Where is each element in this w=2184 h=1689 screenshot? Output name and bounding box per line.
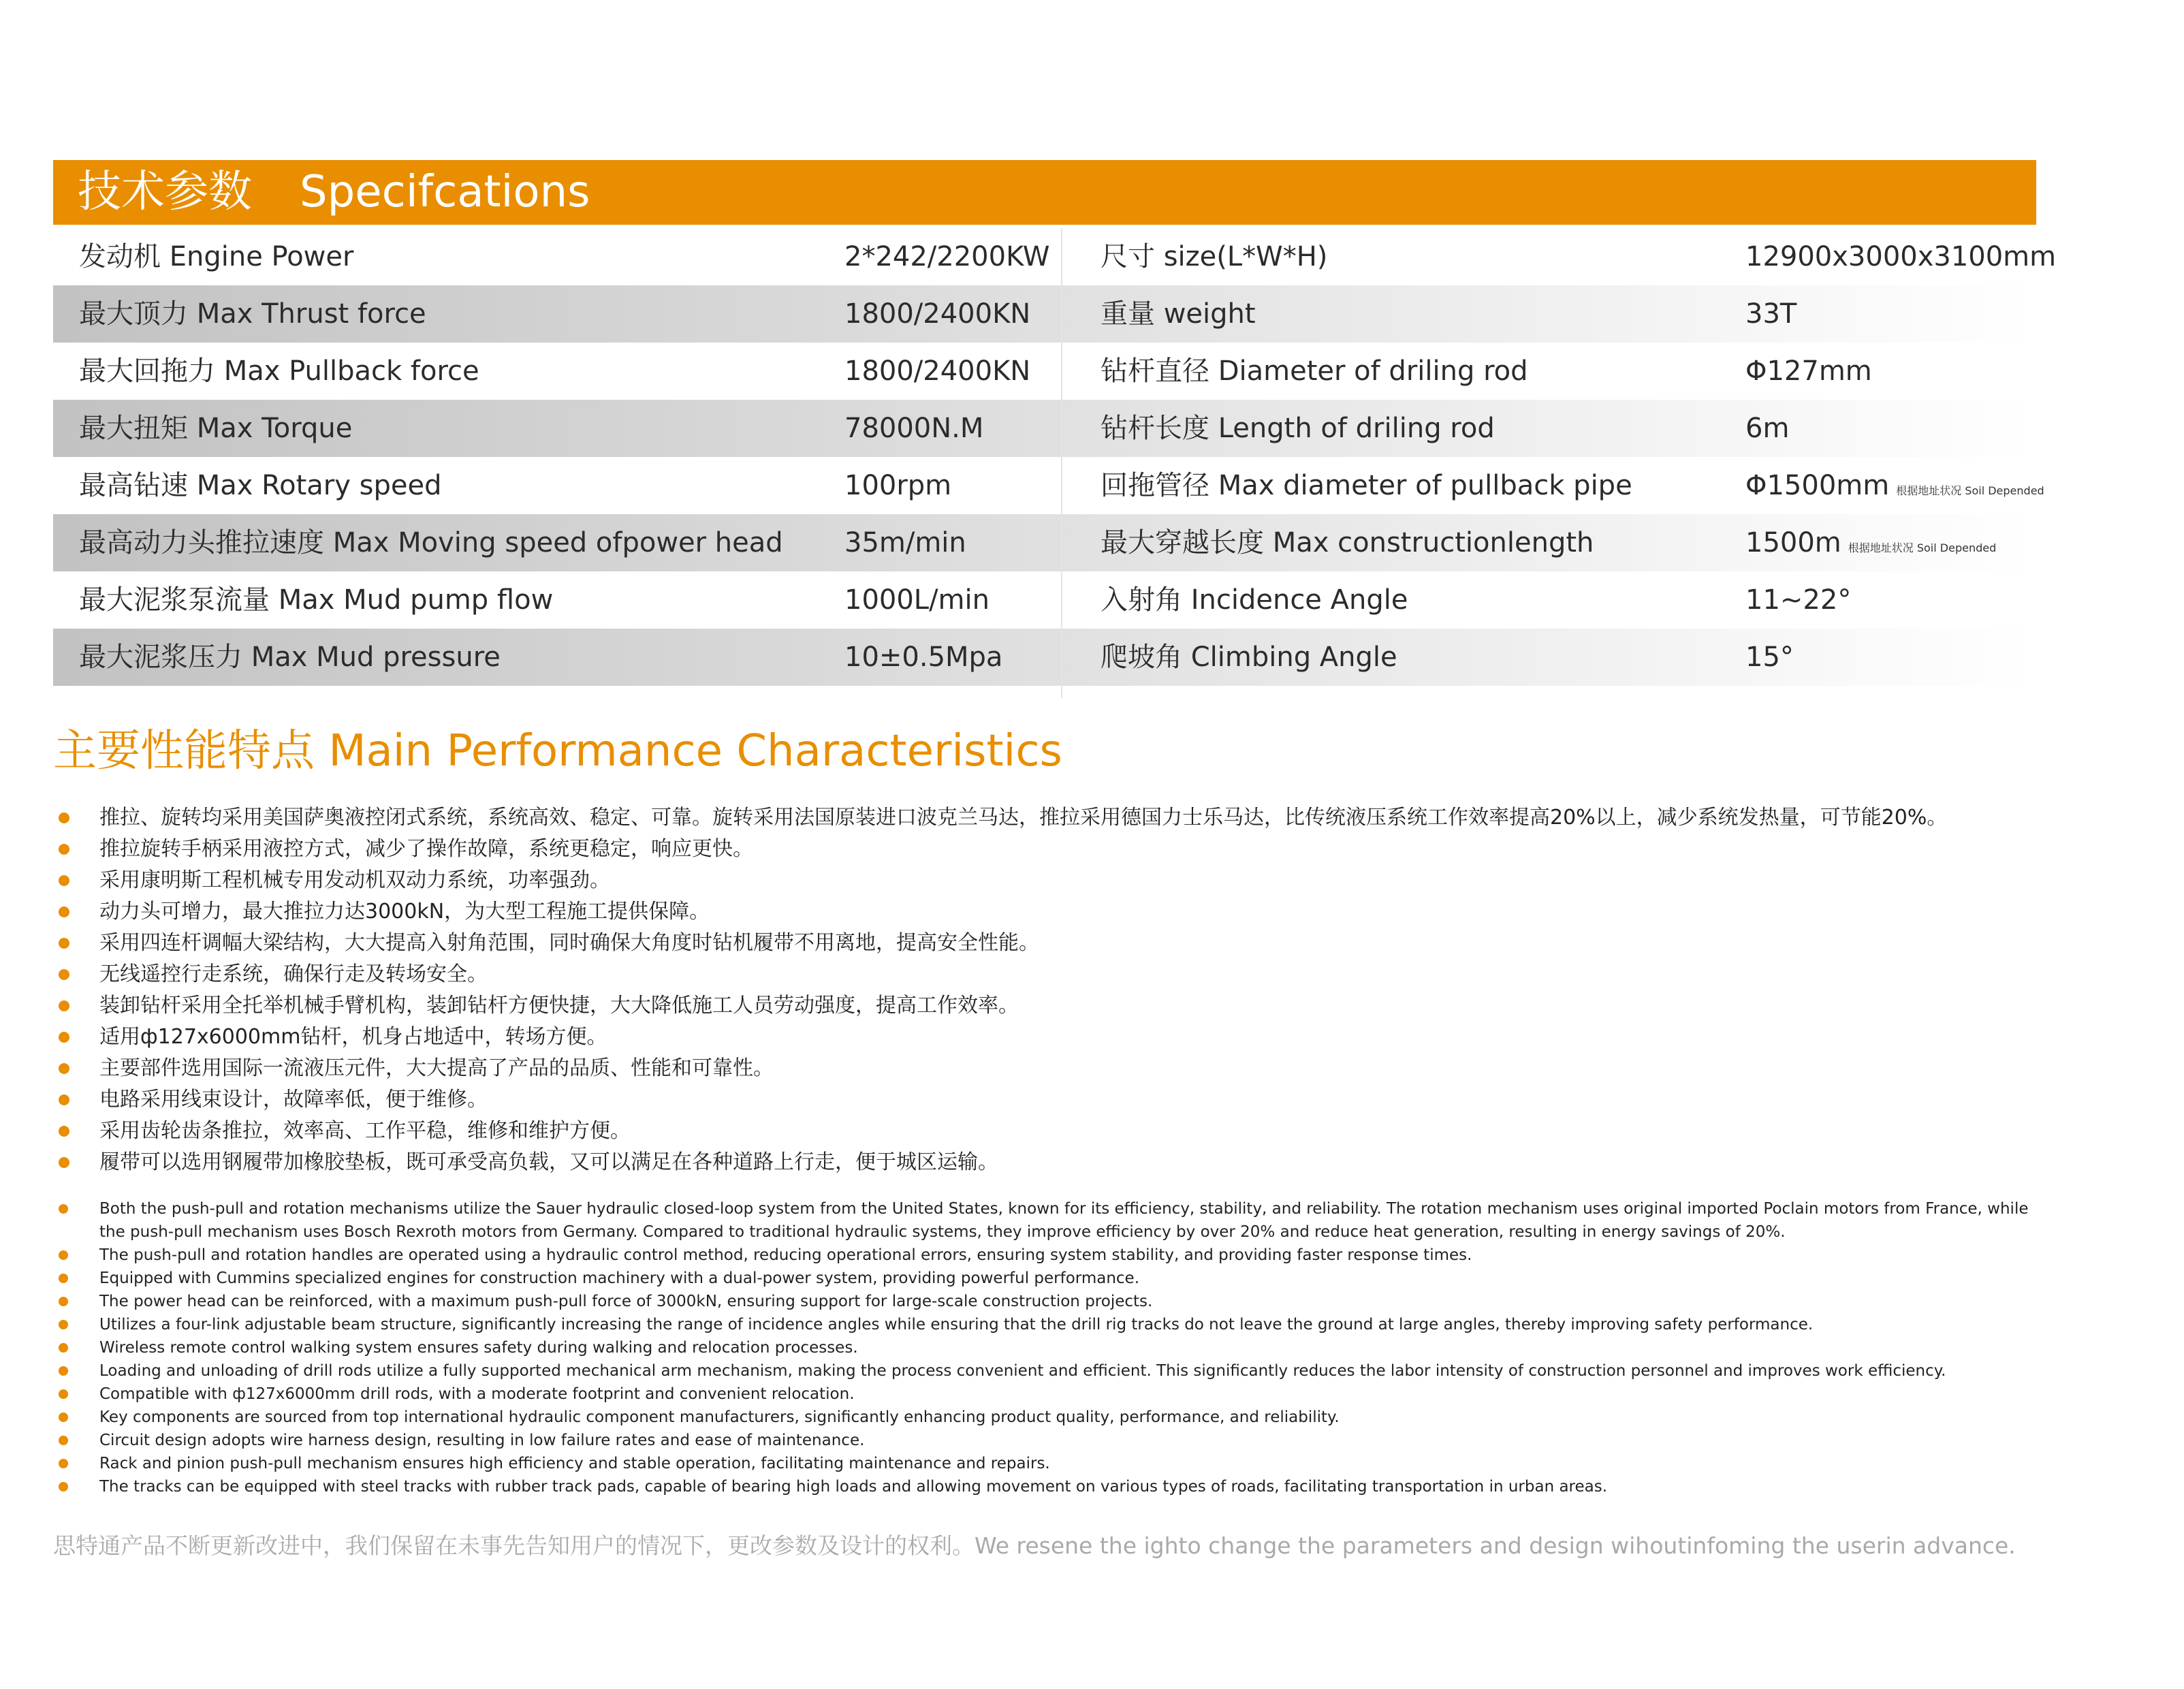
spec-value (844, 571, 990, 629)
bullet-icon (59, 1343, 68, 1353)
list-item (54, 1452, 2043, 1475)
cn-feature-list (54, 802, 2043, 1178)
spec-table (53, 228, 2057, 686)
column-divider (1061, 228, 1062, 698)
spec-value-text: 78000N.M (844, 413, 984, 444)
bullet-icon (59, 1204, 68, 1214)
bullet-icon (59, 1032, 69, 1043)
spec-row (53, 228, 2057, 285)
spec-value-2 (1745, 457, 2044, 514)
list-item (54, 928, 2043, 959)
spec-value-2 (1745, 285, 1797, 343)
list-item (54, 802, 2043, 834)
feature-text: Utilizes a four-link adjustable beam structure, significantly increasing the range of incidence angles while ensuring that the drill rig tracks do not leave the ground at large angles, thereby improving safety performance. (99, 1316, 1814, 1333)
feature-text: 主要部件选用国际一流液压元件，大大提高了产品的品质、性能和可靠性。 (99, 1056, 774, 1080)
spec-value-2 (1745, 629, 1794, 686)
bullet-icon (59, 1250, 68, 1260)
spec-value (844, 343, 1030, 400)
feature-text: 采用康明斯工程机械专用发动机双动力系统，功率强劲。 (99, 868, 610, 892)
feature-text: 无线遥控行走系统，确保行走及转场安全。 (99, 962, 488, 986)
list-item (54, 896, 2043, 928)
spec-label (79, 457, 441, 514)
spec-value-2 (1745, 514, 1996, 571)
spec-value-2-text: 15° (1745, 642, 1794, 673)
spec-label-2 (1101, 457, 1632, 514)
spec-label-text: 最大泥浆泵流量 Max Mud pump flow (79, 584, 554, 616)
feature-text: 推拉旋转手柄采用液控方式，减少了操作故障，系统更稳定，响应更快。 (99, 837, 753, 861)
spec-value-2 (1745, 228, 2056, 285)
spec-label-2 (1101, 629, 1397, 686)
spec-row (53, 629, 2036, 686)
feature-text: Compatible with ф127x6000mm drill rods, with a moderate footprint and convenient relocation. (99, 1385, 855, 1403)
list-item (54, 1147, 2043, 1178)
spec-value-2-text: Φ127mm (1745, 356, 1872, 387)
spec-label-2-text: 回拖管径 Max diameter of pullback pipe (1101, 470, 1632, 501)
spec-label-text: 最高动力头推拉速度 Max Moving speed ofpower head (79, 527, 783, 558)
bullet-icon (59, 844, 69, 855)
bullet-icon (59, 1063, 69, 1074)
spec-label-2-text: 最大穿越长度 Max constructionlength (1101, 527, 1594, 558)
spec-label (79, 285, 426, 343)
list-item (54, 1053, 2043, 1084)
list-item (54, 1197, 2043, 1244)
bullet-icon (59, 1274, 68, 1283)
spec-label-2 (1101, 571, 1408, 629)
spec-label-2-text: 钻杆直径 Diameter of driling rod (1101, 356, 1528, 387)
spec-value-2-text: 6m (1745, 413, 1790, 444)
feature-text: 电路采用线束设计，故障率低，便于维修。 (99, 1088, 488, 1111)
bullet-icon (59, 1389, 68, 1399)
en-feature-list (54, 1197, 2043, 1498)
spec-label-2-text: 爬坡角 Climbing Angle (1101, 642, 1397, 673)
spec-value-text: 1800/2400KN (844, 356, 1031, 387)
spec-label (79, 629, 501, 686)
feature-text: 履带可以选用钢履带加橡胶垫板，既可承受高负载，又可以满足在各种道路上行走，便于城区运输。 (99, 1150, 998, 1174)
spec-label (79, 400, 352, 457)
feature-text: 采用四连杆调幅大梁结构，大大提高入射角范围，同时确保大角度时钻机履带不用离地，提高安全性能。 (99, 931, 1039, 955)
list-item (54, 1022, 2043, 1053)
feature-text: Rack and pinion push-pull mechanism ensures high efficiency and stable operation, facilitating maintenance and repairs. (99, 1455, 1050, 1472)
feature-text: Wireless remote control walking system ensures safety during walking and relocation processes. (99, 1339, 858, 1357)
feature-text: Circuit design adopts wire harness design, resulting in low failure rates and ease of maintenance. (99, 1432, 865, 1449)
spec-value (844, 228, 1049, 285)
spec-banner (53, 160, 2036, 225)
bullet-icon (59, 1126, 69, 1137)
spec-value-text: 2*242/2200KW (844, 241, 1050, 272)
bullet-icon (59, 1297, 68, 1306)
spec-row (53, 514, 2036, 571)
spec-label-2-text: 钻杆长度 Length of driling rod (1101, 413, 1495, 444)
bullet-icon (59, 1094, 69, 1105)
spec-row (53, 571, 2036, 629)
feature-text: The tracks can be equipped with steel tracks with rubber track pads, capable of bearing high loads and allowing movement on various types of roads, facilitating transportation in urban areas. (99, 1478, 1608, 1496)
list-item (54, 1429, 2043, 1452)
spec-value-text: 1800/2400KN (844, 298, 1031, 330)
bullet-icon (59, 1320, 68, 1329)
list-item (54, 1406, 2043, 1429)
spec-label-2-text: 入射角 Incidence Angle (1101, 584, 1408, 616)
spec-row (53, 343, 2036, 400)
feature-text: Loading and unloading of drill rods utilize a fully supported mechanical arm mechanism, making the process convenient and efficient. This significantly reduces the labor intensity of construction personnel and improves work efficiency. (99, 1362, 1946, 1380)
bullet-icon (59, 1366, 68, 1376)
spec-value-2 (1745, 400, 1789, 457)
footer-disclaimer: 思特通产品不断更新改进中，我们保留在未事先告知用户的情况下，更改参数及设计的权利。We resene the ighto change the parameters and design wihoutinfoming the userin advance. (53, 1532, 2016, 1559)
spec-label-text: 最大回拖力 Max Pullback force (79, 356, 479, 387)
bullet-icon (59, 969, 69, 980)
feature-text: Both the push-pull and rotation mechanisms utilize the Sauer hydraulic closed-loop system from the United States, known for its efficiency, stability, and reliability. The rotation mechanism uses original imported Poclain motors from France, while the push-pull mechanism uses Bosch Rexroth motors from Germany. Compared to traditional hydraulic systems, they improve efficiency by over 20% and reduce heat generation, resulting in energy savings of 20%. (99, 1200, 2029, 1241)
list-item (54, 1313, 2043, 1336)
bullet-icon (59, 906, 69, 917)
list-item (54, 1084, 2043, 1116)
spec-value (844, 629, 1002, 686)
feature-text: 装卸钻杆采用全托举机械手臂机构，装卸钻杆方便快捷，大大降低施工人员劳动强度，提高工作效率。 (99, 994, 1019, 1017)
spec-value-text: 35m/min (844, 527, 966, 558)
bullet-icon (59, 1000, 69, 1011)
spec-label-text: 最高钻速 Max Rotary speed (79, 470, 442, 501)
spec-value-text: 1000L/min (844, 584, 990, 616)
list-item (54, 1336, 2043, 1359)
feature-text: Equipped with Cummins specialized engines for construction machinery with a dual-power system, providing powerful performance. (99, 1269, 1140, 1287)
list-item (54, 1116, 2043, 1147)
spec-label-2-text: 尺寸 size(L*W*H) (1101, 241, 1328, 272)
spec-value-2 (1745, 343, 1872, 400)
feature-text: The power head can be reinforced, with a maximum push-pull force of 3000kN, ensuring support for large-scale construction projects. (99, 1293, 1153, 1310)
spec-value (844, 400, 983, 457)
spec-value-2-text: Φ1500mm (1745, 470, 1890, 501)
bullet-icon (59, 1436, 68, 1445)
list-item (54, 1359, 2043, 1383)
bullet-icon (59, 1482, 68, 1491)
feature-text: 动力头可增力，最大推拉力达3000kN，为大型工程施工提供保障。 (99, 900, 710, 924)
spec-value (844, 457, 951, 514)
spec-value-2-text: 33T (1745, 298, 1797, 330)
spec-label-text: 最大扭矩 Max Torque (79, 413, 353, 444)
spec-label-text: 最大泥浆压力 Max Mud pressure (79, 642, 501, 673)
spec-row (53, 457, 2044, 514)
soil-note: 根据地址状况 Soil Depended (1896, 484, 2044, 497)
spec-label (79, 571, 553, 629)
feature-text: 推拉、旋转均采用美国萨奥液控闭式系统，系统高效、稳定、可靠。旋转采用法国原装进口波克兰马达，推拉采用德国力士乐马达，比传统液压系统工作效率提高20%以上，减少系统发热量，可节能20%。 (99, 806, 1948, 830)
list-item (54, 1290, 2043, 1313)
spec-row (53, 285, 2036, 343)
spec-value (844, 285, 1030, 343)
spec-label-2 (1101, 400, 1495, 457)
bullet-icon (59, 875, 69, 886)
bullet-icon (59, 1412, 68, 1422)
bullet-icon (59, 1157, 69, 1168)
spec-value-2 (1745, 571, 1851, 629)
spec-value-text: 10±0.5Mpa (844, 642, 1003, 673)
spec-row (53, 400, 2036, 457)
feature-text: 采用齿轮齿条推拉，效率高、工作平稳，维修和维护方便。 (99, 1119, 631, 1143)
banner-title-cn: 技术参数 (78, 167, 252, 217)
bullet-icon (59, 938, 69, 949)
list-item (54, 834, 2043, 865)
list-item (54, 1244, 2043, 1267)
banner-title-en: Specifcations (300, 167, 590, 217)
bullet-icon (59, 1459, 68, 1468)
spec-label (79, 228, 353, 285)
spec-label-text: 发动机 Engine Power (79, 241, 354, 272)
list-item (54, 865, 2043, 896)
performance-title: 主要性能特点 Main Performance Characteristics (53, 726, 1062, 776)
list-item (54, 990, 2043, 1022)
list-item (54, 959, 2043, 990)
feature-text: The push-pull and rotation handles are operated using a hydraulic control method, reducing operational errors, ensuring system stability, and providing faster response times. (99, 1246, 1472, 1264)
spec-value-text: 100rpm (844, 470, 952, 501)
spec-label-2 (1101, 343, 1528, 400)
list-item (54, 1383, 2043, 1406)
spec-label-2 (1101, 285, 1256, 343)
spec-label-2-text: 重量 weight (1101, 298, 1256, 330)
spec-label (79, 514, 783, 571)
spec-value-2-text: 1500m (1745, 527, 1841, 558)
spec-value (844, 514, 966, 571)
spec-label-2 (1101, 228, 1327, 285)
list-item (54, 1475, 2043, 1498)
soil-note: 根据地址状况 Soil Depended (1848, 541, 1997, 554)
bullet-icon (59, 812, 69, 823)
feature-text: Key components are sourced from top international hydraulic component manufacturers, significantly enhancing product quality, performance, and reliability. (99, 1408, 1340, 1426)
spec-label (79, 343, 479, 400)
list-item (54, 1267, 2043, 1290)
spec-label-text: 最大顶力 Max Thrust force (79, 298, 426, 330)
feature-text: 适用ф127x6000mm钻杆，机身占地适中，转场方便。 (99, 1025, 607, 1049)
spec-label-2 (1101, 514, 1594, 571)
spec-value-2-text: 11~22° (1745, 584, 1852, 616)
spec-value-2-text: 12900x3000x3100mm (1745, 241, 2057, 272)
